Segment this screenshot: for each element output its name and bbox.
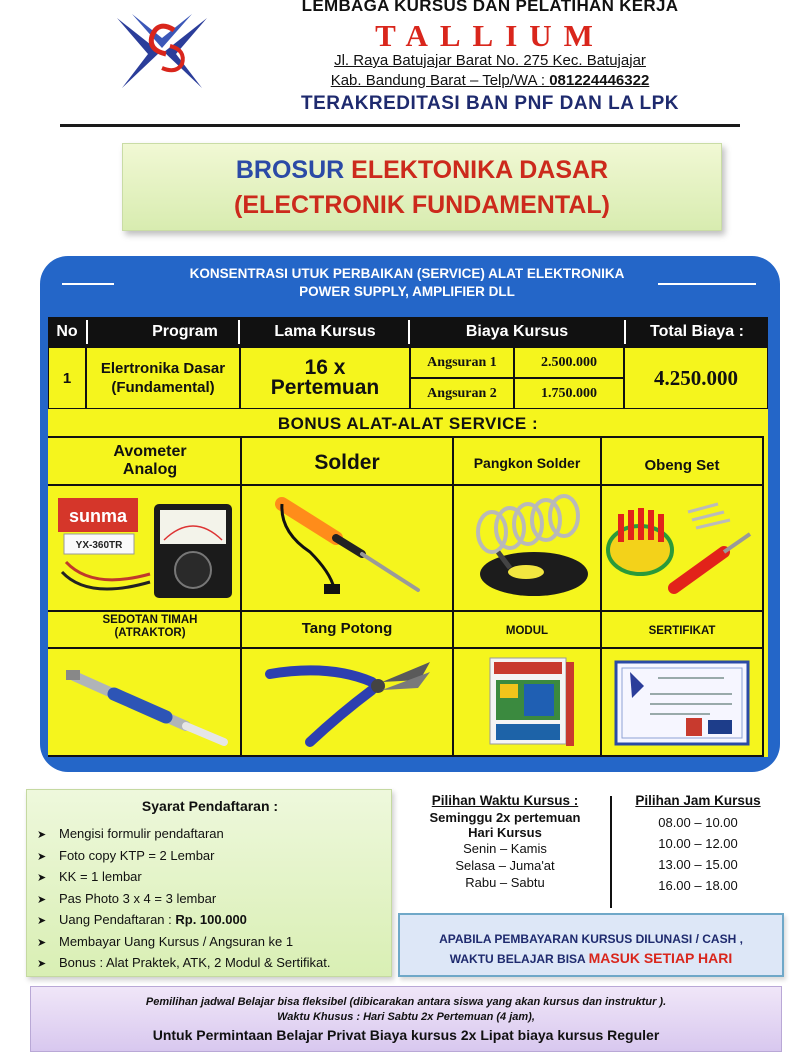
installment-1-value: 2.500.000 (514, 347, 624, 378)
obeng-set-image (604, 492, 760, 604)
header-biaya-kursus: Biaya Kursus (465, 323, 569, 340)
bonus-item-avometer (60, 443, 240, 479)
avometer-brand: sunma (68, 506, 128, 526)
price-table-row (48, 347, 768, 409)
bonus-item-obeng-set: Obeng Set (644, 457, 720, 474)
tallium-logo (112, 10, 212, 95)
grid-line (48, 610, 764, 612)
arrow-bullet-icon: ➤ (37, 958, 47, 970)
day-options-subtitle: Hari Kursus (468, 825, 542, 840)
requirement-item (37, 866, 330, 888)
sedotan-timah-image (56, 654, 236, 750)
requirements-box (26, 789, 392, 977)
header-no: No (56, 323, 78, 340)
schedule-divider (610, 796, 612, 908)
requirement-item (37, 952, 330, 974)
requirement-text: KK = 1 lembar (59, 869, 142, 884)
requirement-text: Foto copy KTP = 2 Lembar (59, 847, 215, 863)
requirement-text: Membayar Uang Kursus / Angsuran ke 1 (59, 933, 294, 949)
organization-type: LEMBAGA KURSUS DAN PELATIHAN KERJA (301, 0, 679, 15)
installment-2-label: Angsuran 2 (410, 378, 514, 409)
sertifikat-image (614, 660, 750, 746)
registration-fee: Rp. 100.000 (175, 912, 247, 927)
requirement-item (37, 888, 330, 910)
hour-option: 13.00 – 15.00 (658, 857, 738, 872)
address-line-2 (220, 72, 760, 89)
arrow-bullet-icon: ➤ (37, 850, 47, 863)
grid-line (48, 647, 764, 649)
requirement-item (37, 823, 330, 845)
avometer-image (52, 490, 238, 606)
requirement-text: Pas Photo 3 x 4 = 3 lembar (59, 890, 217, 906)
avometer-model: YX-360TR (75, 540, 123, 551)
requirements-title: Syarat Pendaftaran : (141, 798, 279, 814)
concentration-line-1: KONSENTRASI UTUK PERBAIKAN (SERVICE) ALAT ELEKTRONIKA (189, 266, 625, 281)
brochure-title-box (122, 143, 722, 231)
bonus-item-sedotan-timah (60, 614, 240, 640)
grid-line (48, 484, 764, 486)
requirement-text: Bonus : Alat Praktek, ATK, 2 Modul & Sertifikat. (59, 955, 331, 970)
cash-payment-note (398, 913, 784, 977)
grid-line (452, 436, 454, 756)
modul-book-image (484, 654, 580, 750)
footer-line-2: Waktu Khusus : Hari Sabtu 2x Pertemuan (4 jam), (277, 1011, 535, 1023)
cash-note-line-2 (400, 950, 782, 966)
arrow-bullet-icon: ➤ (37, 936, 47, 949)
address-line-1 (220, 52, 760, 69)
arrow-bullet-icon: ➤ (37, 893, 47, 906)
hour-options-title: Pilihan Jam Kursus (635, 793, 761, 808)
address-region: Kab. Bandung Barat – Telp/WA : (330, 72, 550, 89)
cash-note-prefix: WAKTU BELAJAR BISA (449, 952, 589, 966)
footer-line-3: Untuk Permintaan Belajar Privat Biaya kursus 2x Lipat biaya kursus Reguler (152, 1027, 660, 1043)
requirement-text: Mengisi formulir pendaftaran (59, 826, 224, 841)
organization-name: TALLIUM (375, 18, 605, 53)
bonus-label: (ATRAKTOR) (114, 627, 186, 639)
hour-option: 10.00 – 12.00 (658, 836, 738, 851)
bonus-item-solder: Solder (314, 451, 380, 474)
bonus-title: BONUS ALAT-ALAT SERVICE : (277, 414, 539, 433)
row-program (86, 347, 240, 409)
requirement-text: Uang Pendaftaran : (59, 912, 176, 927)
brochure-title (123, 156, 721, 185)
grid-line (600, 436, 602, 756)
requirement-item (37, 845, 330, 867)
header-divider (60, 124, 740, 127)
day-option: Rabu – Sabtu (465, 875, 545, 890)
bonus-label: Analog (122, 461, 178, 478)
grid-line (762, 436, 764, 756)
row-number: 1 (48, 347, 86, 409)
grid-line (48, 436, 764, 438)
concentration-heading (48, 265, 766, 301)
requirements-list (37, 823, 330, 974)
price-table-header (48, 317, 768, 347)
installment-2-value: 1.750.000 (514, 378, 624, 409)
cash-note-line-1: APABILA PEMBAYARAN KURSUS DILUNASI / CASH , (439, 932, 743, 946)
bonus-item-sertifikat: SERTIFIKAT (648, 625, 716, 637)
arrow-bullet-icon: ➤ (37, 915, 47, 927)
grid-line (240, 436, 242, 756)
brochure-subtitle: (ELECTRONIK FUNDAMENTAL) (234, 191, 610, 219)
bonus-item-pangkon-solder: Pangkon Solder (473, 455, 581, 471)
tang-potong-image (260, 654, 440, 750)
requirement-item (37, 909, 330, 931)
program-name: Elertronika Dasar (100, 360, 226, 377)
footer-note (30, 986, 782, 1052)
bonus-item-modul: MODUL (505, 625, 549, 637)
title-word-blue: BROSUR (235, 156, 345, 184)
hour-option: 16.00 – 18.00 (658, 878, 738, 893)
header-program: Program (152, 323, 218, 340)
accreditation: TERAKREDITASI BAN PNF DAN LA LPK (300, 93, 680, 114)
hour-options (614, 793, 782, 896)
address-text: Jl. Raya Batujajar Barat No. 275 Kec. Batujajar (334, 52, 646, 69)
header-lama-kursus: Lama Kursus (274, 323, 376, 340)
letterhead (0, 0, 800, 132)
cash-note-highlight: MASUK SETIAP HARI (588, 950, 733, 966)
day-options (402, 793, 608, 891)
row-duration (240, 347, 410, 409)
total-price: 4.250.000 (624, 347, 768, 409)
solder-image (250, 492, 446, 604)
installment-1-label: Angsuran 1 (410, 347, 514, 378)
header-total-biaya: Total Biaya : (650, 323, 744, 340)
arrow-bullet-icon: ➤ (37, 829, 47, 841)
day-option: Selasa – Juma'at (455, 858, 555, 873)
duration-unit: Pertemuan (270, 376, 380, 399)
arrow-bullet-icon: ➤ (37, 872, 47, 884)
bonus-item-tang-potong: Tang Potong (301, 620, 393, 637)
title-word-red: ELEKTONIKA DASAR (351, 156, 609, 184)
day-frequency: Seminggu 2x pertemuan (429, 810, 581, 825)
bonus-label: Avometer (113, 443, 187, 460)
footer-line-1: Pemilihan jadwal Belajar bisa fleksibel (dibicarakan antara siswa yang akan kursus dan instruktur ). (145, 996, 667, 1008)
program-subtitle: (Fundamental) (111, 379, 215, 396)
duration-count: 16 x (304, 356, 346, 379)
pangkon-solder-image (458, 492, 598, 604)
concentration-line-2: POWER SUPPLY, AMPLIFIER DLL (299, 284, 515, 299)
day-option: Senin – Kamis (463, 841, 547, 856)
day-options-title: Pilihan Waktu Kursus : (431, 793, 579, 808)
bonus-label: SEDOTAN TIMAH (102, 614, 198, 626)
requirement-item (37, 931, 330, 953)
hour-option: 08.00 – 10.00 (658, 815, 738, 830)
grid-line (48, 755, 764, 757)
phone-number: 081224446322 (549, 72, 650, 89)
